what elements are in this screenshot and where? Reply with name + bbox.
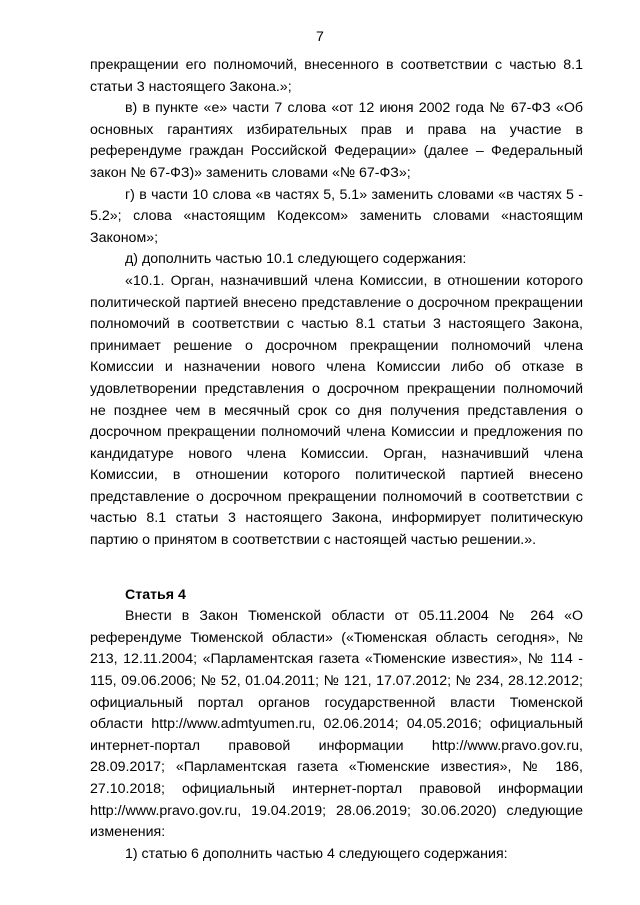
paragraph-item-g: г) в части 10 слова «в частях 5, 5.1» заменить словами «в частях 5 - 5.2»; слова «настоящим Кодексом» заменить словами «настоящим Законом»;	[90, 186, 583, 246]
paragraph-item-v: в) в пункте «е» части 7 слова «от 12 июня 2002 года № 67-ФЗ «Об основных гарантиях избирательных прав и права на участие в референдуме граждан Российской Федерации» (далее – Федеральный закон № 67-ФЗ)» заменить словами «№ 67-ФЗ»;	[90, 100, 583, 181]
paragraph-continuation: прекращении его полномочий, внесенного в соответствии с частью 8.1 статьи 3 настоящего Закона.»;	[90, 57, 583, 95]
paragraph-part-10-1: «10.1. Орган, назначивший члена Комиссии, в отношении которого политической партией внесено представление о досрочном прекращении полномочий в соответствии с частью 8.1 статьи 3 настоящего Закона, принимает решение о досрочном прекращении полномочий члена Комиссии и назначении нового члена Комиссии либо об отказе в удовлетворении представления о досрочном прекращении полномочий не позднее чем в месячный срок со дня получения представления о досрочном прекращении полномочий члена Комиссии и предложения по кандидатуре нового члена Комиссии. Орган, назначивший члена Комиссии, в отношении которого политической партией внесено представление о досрочном прекращении полномочий в соответствии с частью 8.1 статьи 3 настоящего Закона, информирует политическую партию о принятом в соответствии с настоящей частью решении.».	[90, 272, 583, 549]
article-heading: Статья 4	[125, 586, 186, 603]
section-spacer	[90, 552, 583, 573]
paragraph-item-1: 1) статью 6 дополнить частью 4 следующего содержания:	[125, 845, 508, 862]
page-number: 7	[316, 29, 324, 45]
paragraph-article-4-intro: Внести в Закон Тюменской области от 05.11.2004 № 264 «О референдуме Тюменской области» («Тюменская область сегодня», № 213, 12.11.2004; «Парламентская газета «Тюменские известия», № 114 - 115, 09.06.2006; № 52, 01.04.2011; № 121, 17.07.2012; № 234, 28.12.2012; официальный портал органов государственной власти Тюменской области http://www.admtyumen.ru, 02.06.2014; 04.05.2016; официальный интернет-портал правовой информации http://www.pravo.gov.ru, 28.09.2017; «Парламентская газета «Тюменские известия», № 186, 27.10.2018; официальный интернет-портал правовой информации http://www.pravo.gov.ru, 19.04.2019; 28.06.2019; 30.06.2020) следующие изменения:	[90, 608, 583, 841]
document-body	[90, 55, 583, 865]
paragraph-item-d: д) дополнить частью 10.1 следующего содержания:	[125, 251, 467, 268]
